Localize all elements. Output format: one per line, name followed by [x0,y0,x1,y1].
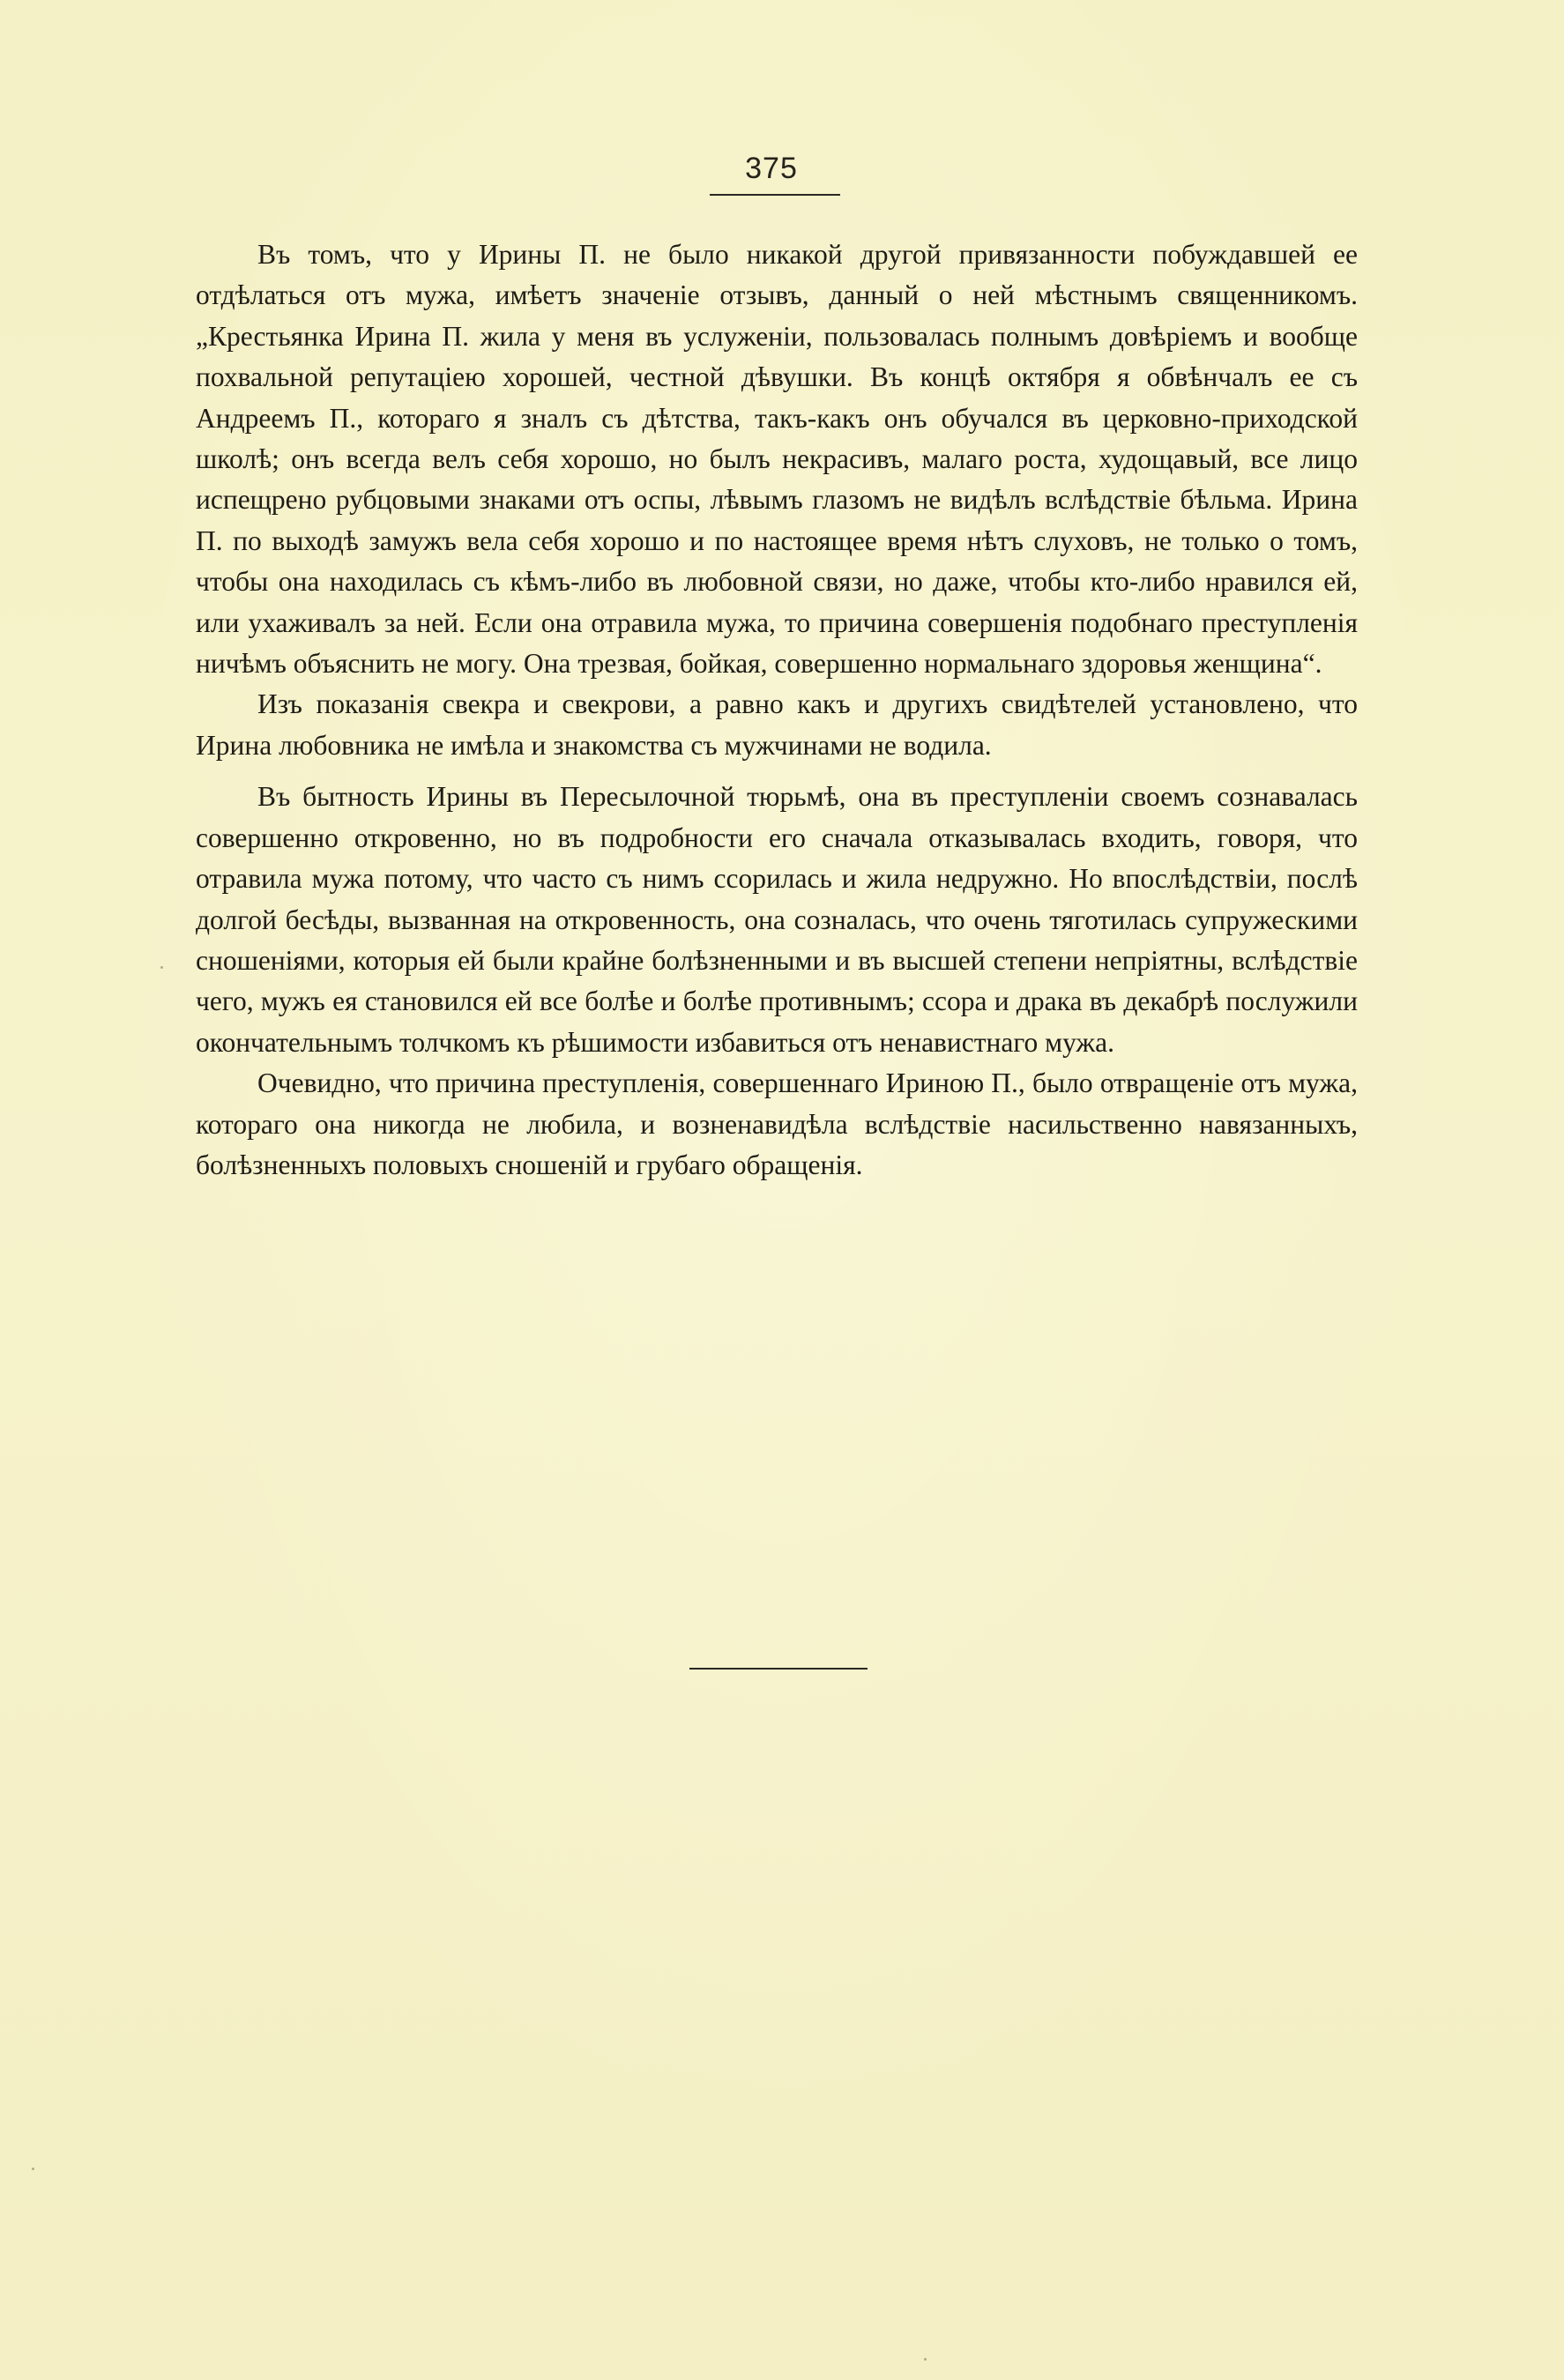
paper-speck [160,966,163,969]
paragraph-1: Въ томъ, что у Ирины П. не было никакой другой привязанности побуждавшей ее отдѣлаться отъ мужа, имѣетъ значеніе отзывъ, данный о ней мѣстнымъ священникомъ. „Крестьянка Ирина П. жила у меня въ услуженіи, пользовалась полнымъ довѣріемъ и вообще похвальной репутаціею хорошей, честной дѣвушки. Въ концѣ октября я обвѣнчалъ ее съ Андреемъ П., котораго я зналъ съ дѣтства, такъ-какъ онъ обучался въ церковно-приходской школѣ; онъ всегда велъ себя хорошо, но былъ некрасивъ, малаго роста, худощавый, все лицо испещрено рубцовыми знаками отъ оспы, лѣвымъ глазомъ не видѣлъ вслѣдствіе бѣльма. Ирина П. по выходѣ замужъ вела себя хорошо и по настоящее время нѣтъ слуховъ, не только о томъ, чтобы она находилась съ кѣмъ-либо въ любовной связи, но даже, чтобы кто-либо нравился ей, или ухаживалъ за ней. Если она отравила мужа, то причина совершенія подобнаго преступленія ничѣмъ объяснить не могу. Она трезвая, бойкая, совершенно нормальнаго здоровья женщина“. [196,239,1358,680]
page-number: 375 [745,152,798,185]
paper-speck [924,2358,927,2361]
body-text [196,234,1358,1186]
paper-speck [32,2168,34,2170]
paragraph-2: Изъ показанія свекра и свекрови, а равно какъ и другихъ свидѣтелей установлено, что Ирина любовника не имѣла и знакомства съ мужчинами не водила. [196,688,1358,761]
paragraph-3: Въ бытность Ирины въ Пересылочной тюрьмѣ, она въ преступленіи своемъ сознавалась совершенно откровенно, но въ подробности его сначала отказывалась входить, говоря, что отравила мужа потому, что часто съ нимъ ссорилась и жила недружно. Но впослѣдствіи, послѣ долгой бесѣды, вызванная на откровенность, она созналась, что очень тяготилась супружескими сношеніями, которыя ей были крайне болѣзненными и въ высшей степени непріятны, вслѣдствіе чего, мужъ ея становился ей все болѣе и болѣе противнымъ; ссора и драка въ декабрѣ послужили окончательнымъ толчкомъ къ рѣшимости избавиться отъ ненавистнаго мужа. [196,781,1358,1058]
paragraph-4: Очевидно, что причина преступленія, совершеннаго Ириною П., было отвращеніе отъ мужа, котораго она никогда не любила, и возненавидѣла вслѣдствіе насильственно навязанныхъ, болѣзненныхъ половыхъ сношеній и грубаго обращенія. [196,1067,1358,1180]
end-rule [689,1668,868,1670]
page-number-rule [710,194,840,196]
